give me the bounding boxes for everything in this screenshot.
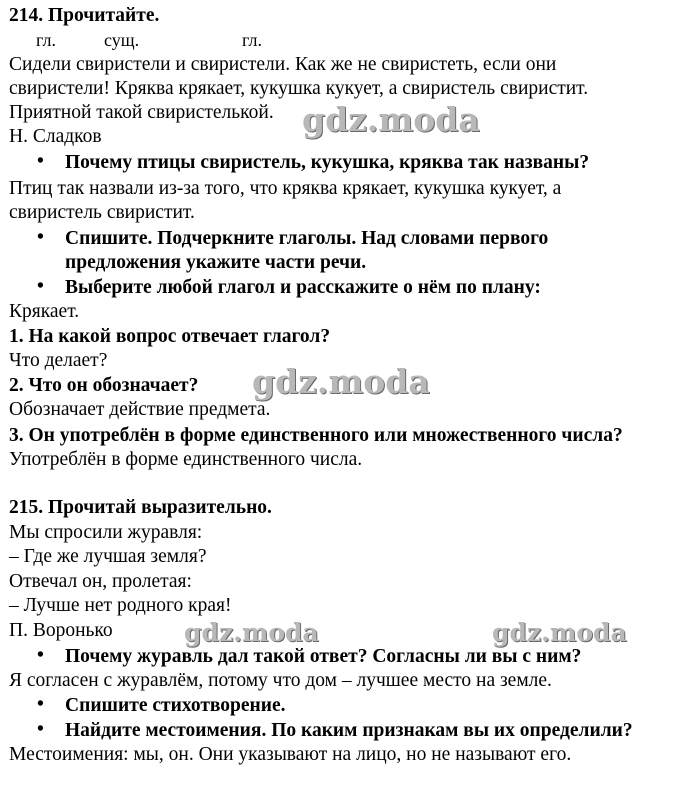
watermark: gdz.moda: [184, 618, 319, 647]
bullet: •: [37, 719, 44, 740]
bullet: •: [37, 645, 44, 666]
plan-question: 3. Он употреблён в форме единственного или множественного числа?: [9, 425, 623, 446]
question: Почему журавль дал такой ответ? Согласны ли вы с ним?: [65, 646, 582, 667]
answer-line: Местоимения: мы, он. Они указывают на лицо, но не называют его.: [9, 744, 572, 765]
part-of-speech-mark: гл.: [242, 30, 262, 50]
plan-answer: Что делает?: [9, 350, 108, 371]
author: П. Воронько: [9, 620, 113, 641]
part-of-speech-mark: гл.: [36, 30, 56, 50]
bullet: •: [37, 151, 44, 172]
watermark: gdz.moda: [252, 362, 430, 401]
poem-line: – Лучше нет родного края!: [9, 595, 232, 616]
bullet: •: [37, 694, 44, 715]
text-line: свиристели! Кряква крякает, кукушка кукует, а свиристель свиристит.: [9, 78, 589, 99]
part-of-speech-mark: сущ.: [104, 30, 140, 50]
question: предложения укажите части речи.: [65, 252, 367, 273]
text-line: Сидели свиристели и свиристели. Как же не свиристеть, если они: [9, 54, 557, 75]
answer-line: свиристель свиристит.: [9, 202, 195, 223]
poem-line: Отвечал он, пролетая:: [9, 571, 192, 592]
chosen-verb: Крякает.: [9, 301, 80, 322]
plan-question: 1. На какой вопрос отвечает глагол?: [9, 326, 331, 347]
author: Н. Сладков: [9, 126, 102, 147]
question: Найдите местоимения. По каким признакам вы их определили?: [65, 720, 633, 741]
answer-line: Птиц так назвали из-за того, что кряква крякает, кукушка кукует, а: [9, 178, 562, 199]
poem-line: Мы спросили журавля:: [9, 522, 203, 543]
plan-answer: Употреблён в форме единственного числа.: [9, 449, 363, 470]
text-line: Приятной такой свиристелькой.: [9, 102, 274, 123]
question: Почему птицы свиристель, кукушка, кряква так названы?: [65, 152, 590, 173]
question: Выберите любой глагол и расскажите о нём по плану:: [65, 277, 541, 298]
answer-line: Я согласен с журавлём, потому что дом – лучшее место на земле.: [9, 670, 552, 691]
exercise-215-title: 215. Прочитай выразительно.: [9, 497, 272, 518]
exercise-214-title: 214. Прочитайте.: [9, 5, 160, 26]
watermark: gdz.moda: [302, 100, 480, 139]
bullet: •: [37, 227, 44, 248]
question: Спишите. Подчеркните глаголы. Над словами первого: [65, 228, 549, 249]
poem-line: – Где же лучшая земля?: [9, 546, 207, 567]
watermark: gdz.moda: [492, 618, 627, 647]
bullet: •: [37, 276, 44, 297]
plan-answer: Обозначает действие предмета.: [9, 399, 271, 420]
question: Спишите стихотворение.: [65, 695, 286, 716]
plan-question: 2. Что он обозначает?: [9, 375, 199, 396]
